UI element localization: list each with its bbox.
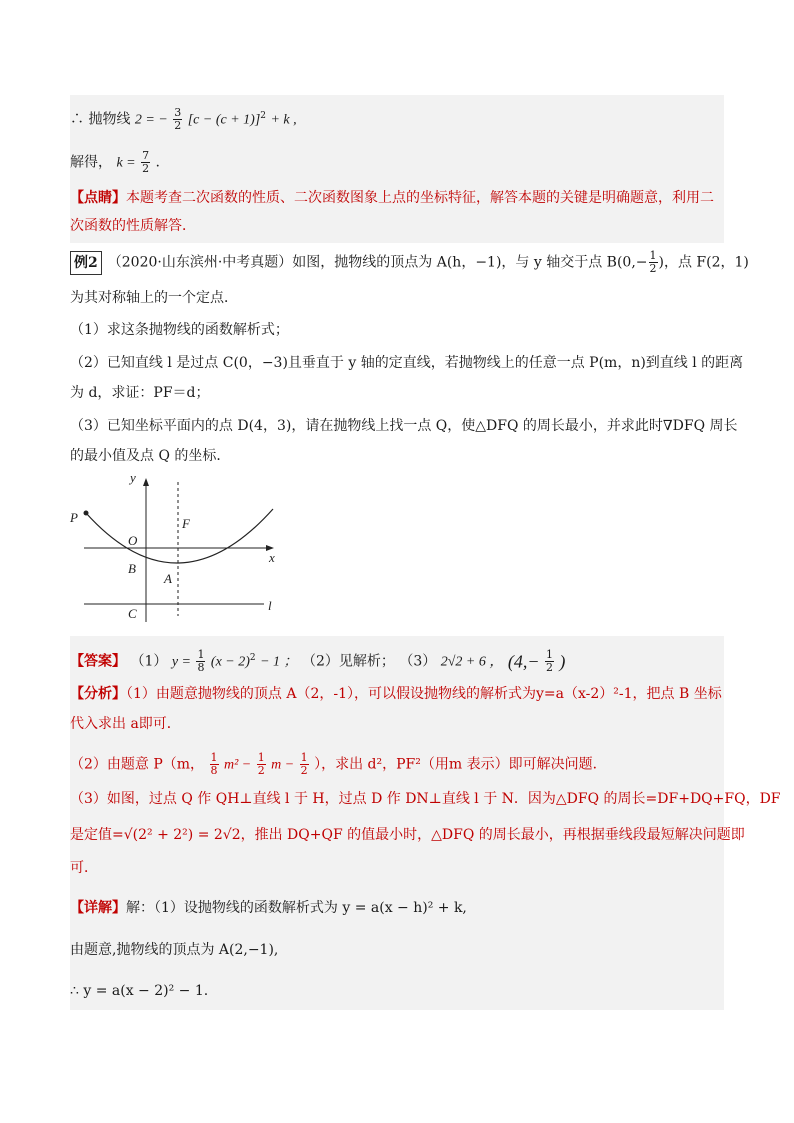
analysis-line-4: （3）如图，过点 Q 作 QH⊥直线 l 于 H，过点 D 作 DN⊥直线 l 于 N．因为△DFQ 的周长=DF+DQ+FQ，DF — [70, 791, 781, 807]
question-2a: （2）已知直线 l 是过点 C(0，−3)且垂直于 y 轴的定直线，若抛物线上的任意一点 P(m，n)到直线 l 的距离 — [70, 355, 744, 371]
label-l: l — [268, 598, 272, 613]
fraction: $\frac{1}{2}$ — [649, 249, 657, 275]
analysis-text: （1）由题意抛物线的顶点 A（2，-1），可以假设抛物线的解析式为y=a（x-2）²-1，把点 B 坐标 — [126, 686, 722, 702]
math-a: 2 = − — [134, 112, 168, 128]
example-line-1: 例2 （2020·山东滨州·中考真题）如图，抛物线的顶点为 A(h，−1)，与 y 轴交于点 B(0,− $\frac{1}{2}$ )，点 F(2，1) — [70, 250, 749, 275]
math-k: k = — [116, 155, 136, 171]
y-axis-arrow — [143, 478, 149, 486]
math-c: + k , — [270, 112, 297, 128]
y-axis-label: y — [130, 470, 136, 485]
analysis-line-5: 是定值=√(2² + 2²) = 2√2，推出 DQ+QF 的值最小时，△DFQ 的周长最小，再根据垂线段最短解决问题即 — [70, 827, 745, 843]
fraction: $\frac{3}{2}$ — [174, 106, 182, 133]
label-P: P — [70, 510, 78, 525]
label-F: F — [182, 516, 190, 531]
dianjing-line-1 — [70, 188, 714, 208]
answer-line: 【答案】 （1） y = $\frac{1}{8}$ $(x - 2)^2 - 1$ ； （2）见解析； （3） 2√2 + 6 ， (4,− $\frac{1}{2}$ ) — [70, 648, 566, 675]
dianjing-text: 本题考查二次函数的性质、二次函数图象上点的坐标特征，解答本题的关键是明确题意，利用二 — [126, 190, 714, 206]
question-3b: 的最小值及点 Q 的坐标． — [70, 448, 231, 464]
parabola-figure — [68, 470, 298, 630]
question-1: （1）求这条抛物线的函数解析式； — [70, 322, 289, 338]
example-text: （2020·山东滨州·中考真题）如图，抛物线的顶点为 A(h，−1)，与 y 轴交于点 B(0,− — [107, 254, 648, 271]
detail-text: 解：（1）设抛物线的函数解析式为 y = a(x − h)² + k, — [126, 900, 467, 916]
detail-label: 【详解】 — [70, 900, 126, 916]
example-line-2: 为其对称轴上的一个定点． — [70, 290, 238, 306]
example-label: 例2 — [70, 251, 102, 275]
fraction: $\frac{1}{2}$ — [545, 648, 553, 675]
label-O: O — [128, 533, 138, 548]
fraction: $\frac{1}{2}$ — [300, 751, 308, 777]
analysis-label: 【分析】 — [70, 686, 126, 702]
dianjing-label: 【点睛】 — [70, 190, 126, 206]
dianjing-line-2: 次函数的性质解答． — [70, 218, 196, 234]
detail-line-3: ∴ y = a(x − 2)² − 1. — [70, 983, 209, 999]
label-B: B — [128, 561, 136, 576]
answer-label: 【答案】 — [70, 653, 126, 670]
detail-line-1 — [70, 898, 467, 918]
parabola-curve — [86, 509, 273, 563]
solve-line: 解得， k = $\frac{7}{2}$ . — [70, 149, 160, 175]
x-axis-label: x — [269, 550, 275, 565]
fraction: $\frac{1}{2}$ — [257, 751, 265, 777]
label-A: A — [164, 571, 172, 586]
equation-line: ∴ 抛物线 2 = − $\frac{3}{2}$ $[c - (c + 1)]^2 + k$ , — [70, 106, 297, 133]
label-C: C — [128, 606, 137, 621]
fraction: $\frac{1}{8}$ — [197, 648, 205, 675]
detail-line-2: 由题意,抛物线的顶点为 A(2,−1), — [70, 942, 279, 958]
analysis-line-2: 代入求出 a即可． — [70, 716, 181, 732]
point-P — [84, 511, 89, 516]
text-prefix: 解得， — [70, 154, 112, 171]
fraction: $\frac{1}{8}$ — [210, 751, 218, 777]
analysis-line-3: （2）由题意 P（m， $\frac{1}{8}$ m² − $\frac{1}{2}$ m − $\frac{1}{2}$ ），求出 d²，PF²（用m 表示）即可解决问题． — [70, 751, 607, 777]
analysis-line-6: 可． — [70, 860, 98, 876]
fraction: $\frac{7}{2}$ — [142, 149, 150, 175]
text-prefix: ∴ 抛物线 — [70, 111, 131, 128]
analysis-line-1 — [70, 684, 722, 704]
question-3a: （3）已知坐标平面内的点 D(4，3)，请在抛物线上找一点 Q，使△DFQ 的周长最小，并求此时∇DFQ 周长 — [70, 418, 738, 434]
question-2b: 为 d，求证：PF＝d； — [70, 385, 210, 401]
math-b: [c − (c + 1)] — [187, 112, 261, 128]
